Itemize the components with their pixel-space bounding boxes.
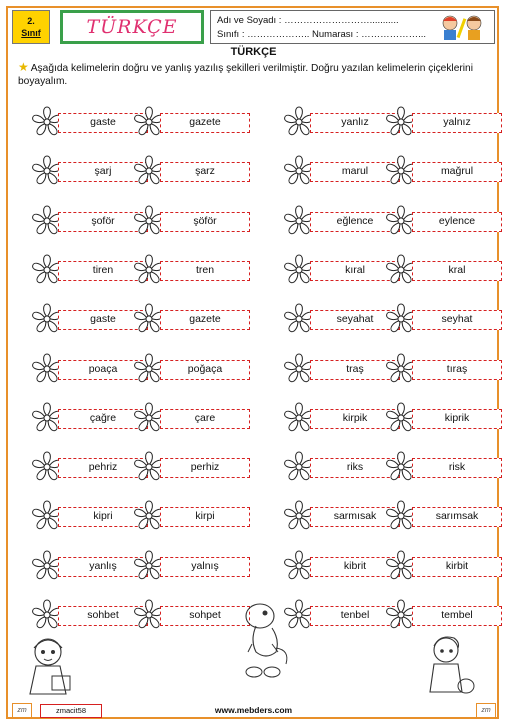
kids-illustration-icon: [436, 12, 490, 42]
word-label: sarımsak: [412, 507, 502, 527]
word-label: sohpet: [160, 606, 250, 626]
author-credit: zmacit58: [40, 704, 102, 718]
word-label: şoför: [58, 212, 148, 232]
word-label: tren: [160, 261, 250, 281]
word-option[interactable]: [384, 204, 506, 238]
word-label: tıraş: [412, 360, 502, 380]
right-word-row: [0, 352, 507, 386]
word-option[interactable]: [384, 450, 506, 484]
word-label: kiprik: [412, 409, 502, 429]
word-label: yanlız: [310, 113, 400, 133]
grade-number: 2.: [27, 16, 35, 26]
word-label: riks: [310, 458, 400, 478]
word-label: kibrit: [310, 557, 400, 577]
word-label: yanlış: [58, 557, 148, 577]
word-label: şarj: [58, 162, 148, 182]
word-label: gaste: [58, 310, 148, 330]
grade-badge: [12, 10, 50, 44]
word-label: yalnış: [160, 557, 250, 577]
boy-illustration-icon: [420, 632, 476, 700]
word-label: kirpi: [160, 507, 250, 527]
word-label: çare: [160, 409, 250, 429]
word-label: mağrul: [412, 162, 502, 182]
word-label: yalnız: [412, 113, 502, 133]
section-heading: TÜRKÇE: [230, 46, 277, 58]
name-line[interactable]: Adı ve Soyadı : ………………………...........: [217, 15, 399, 26]
right-word-row: [0, 105, 507, 139]
logo-left: zm: [12, 703, 32, 719]
right-word-row: [0, 499, 507, 533]
instruction-text: [18, 61, 488, 88]
word-option[interactable]: [384, 549, 506, 583]
logo-right: zm: [476, 703, 496, 719]
class-number-line[interactable]: Sınıfı : ……………….. Numarası : ………………...: [217, 29, 427, 40]
word-option[interactable]: [384, 352, 506, 386]
word-label: sohbet: [58, 606, 148, 626]
right-word-row: [0, 253, 507, 287]
word-label: gazete: [160, 113, 250, 133]
word-label: poğaça: [160, 360, 250, 380]
girl-illustration-icon: [18, 632, 78, 700]
word-label: tiren: [58, 261, 148, 281]
dino-illustration-icon: [238, 600, 292, 684]
word-label: kıral: [310, 261, 400, 281]
right-word-row: [0, 154, 507, 188]
site-url[interactable]: www.mebders.com: [214, 705, 293, 715]
right-word-row: [0, 549, 507, 583]
right-word-row: [0, 204, 507, 238]
word-label: şöför: [160, 212, 250, 232]
word-label: kral: [412, 261, 502, 281]
star-icon: ★: [18, 60, 29, 74]
right-word-row: [0, 450, 507, 484]
word-label: kipri: [58, 507, 148, 527]
word-label: risk: [412, 458, 502, 478]
word-label: traş: [310, 360, 400, 380]
right-word-row: [0, 401, 507, 435]
word-label: pehriz: [58, 458, 148, 478]
word-option[interactable]: [384, 598, 506, 632]
word-label: seyhat: [412, 310, 502, 330]
word-option[interactable]: [384, 499, 506, 533]
word-label: poaça: [58, 360, 148, 380]
title-box: [60, 10, 204, 44]
word-option[interactable]: [384, 105, 506, 139]
right-word-row: [0, 302, 507, 336]
word-option[interactable]: [384, 253, 506, 287]
word-label: çağre: [58, 409, 148, 429]
word-label: eğlence: [310, 212, 400, 232]
word-label: gazete: [160, 310, 250, 330]
word-label: gaste: [58, 113, 148, 133]
word-label: kirbit: [412, 557, 502, 577]
word-option[interactable]: [384, 154, 506, 188]
word-label: eylence: [412, 212, 502, 232]
word-label: kirpik: [310, 409, 400, 429]
word-option[interactable]: [384, 401, 506, 435]
word-label: sarmısak: [310, 507, 400, 527]
word-label: tembel: [412, 606, 502, 626]
word-label: marul: [310, 162, 400, 182]
word-option[interactable]: [384, 302, 506, 336]
page-title: TÜRKÇE: [86, 16, 178, 38]
instruction-label: Aşağıda kelimelerin doğru ve yanlış yazılış şekilleri verilmiştir. Doğru yazılan kelimelerin çiçeklerini boyayalım.: [18, 63, 473, 87]
grade-label: Sınıf: [21, 28, 41, 38]
word-label: seyahat: [310, 310, 400, 330]
word-label: tenbel: [310, 606, 400, 626]
word-label: şarz: [160, 162, 250, 182]
word-label: perhiz: [160, 458, 250, 478]
